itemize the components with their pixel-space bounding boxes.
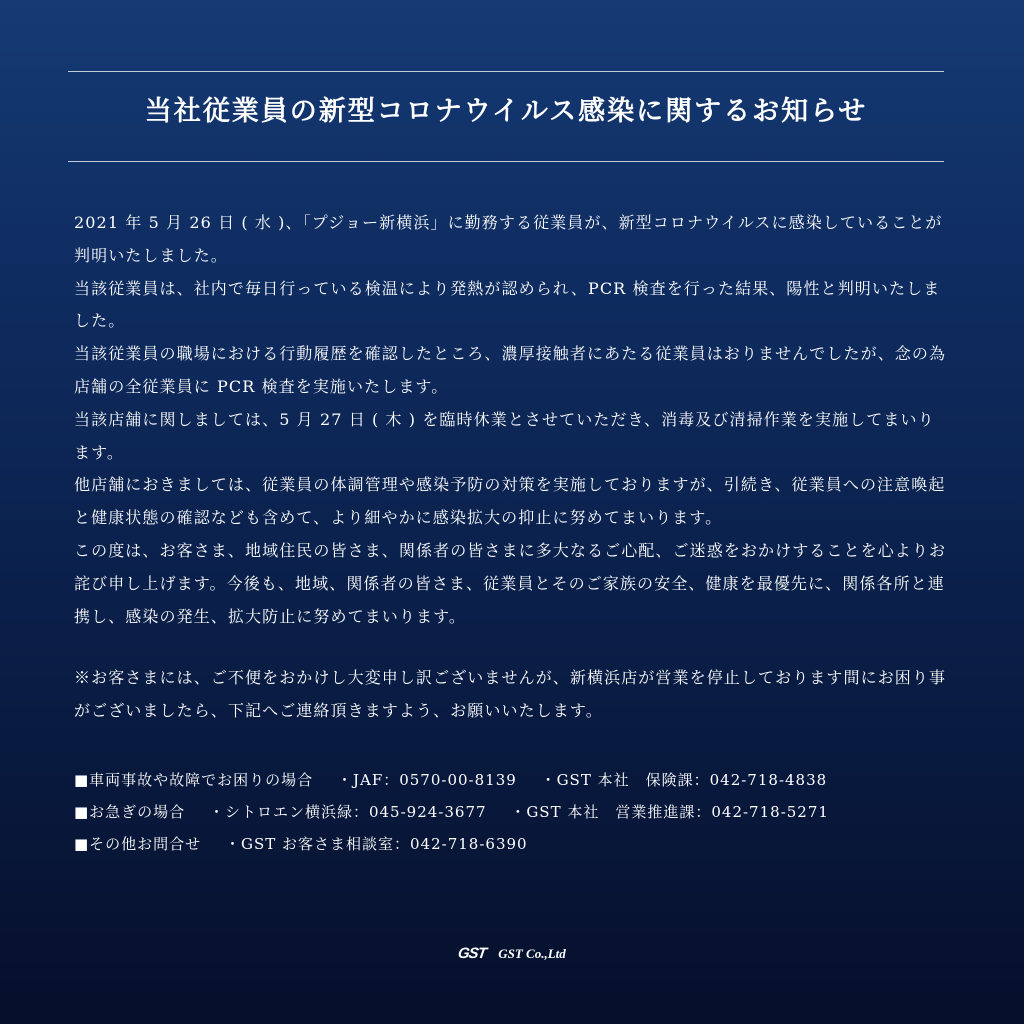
footer (0, 945, 1024, 962)
contact-item: ・GST 本社 保険課：042-718-4838 (540, 771, 828, 789)
announcement-body (74, 207, 950, 633)
contact-heading: ■車両事故や故障でお困りの場合 (74, 771, 314, 789)
paragraph: 当該従業員の職場における行動履歴を確認したところ、濃厚接触者にあたる従業員はおりませんでしたが、念の為店舗の全従業員に PCR 検査を実施いたします。 (74, 344, 947, 396)
bottom-divider (68, 161, 944, 162)
paragraph: 当該店舗に関しましては、5 月 27 日 ( 木 ) を臨時休業とさせていただき、消毒及び清掃作業を実施してまいります。 (74, 409, 935, 462)
top-divider (68, 71, 944, 72)
contact-row-urgent (74, 796, 950, 828)
page-title: 当社従業員の新型コロナウイルス感染に関するお知らせ (144, 96, 868, 127)
contact-row-other (74, 828, 950, 860)
contact-item: ・シトロエン横浜緑：045-924-3677 (208, 803, 487, 821)
contact-heading: ■お急ぎの場合 (74, 803, 186, 821)
contact-list (74, 764, 950, 860)
customer-notice (74, 662, 950, 728)
company-name: GST Co.,Ltd (498, 945, 566, 961)
company-logo: GST (457, 945, 488, 962)
paragraph: この度は、お客さま、地域住民の皆さま、関係者の皆さまに多大なるご心配、ご迷惑をおかけすることを心よりお詫び申し上げます。今後も、地域、関係者の皆さま、従業員とそのご家族の安全、健康を最優先に、関係各所と連携し、感染の発生、拡大防止に努めてまいります。 (74, 540, 947, 626)
paragraph: 当該従業員は、社内で毎日行っている検温により発熱が認められ、PCR 検査を行った結果、陽性と判明いたしました。 (74, 278, 941, 331)
contact-item: ・GST 本社 営業推進課：042-718-5271 (510, 803, 829, 821)
contact-row-accident (74, 764, 950, 796)
contact-item: ・GST お客さま相談室：042-718-6390 (224, 835, 528, 853)
contact-heading: ■その他お問合せ (74, 835, 202, 853)
notice-text: ※お客さまには、ご不便をおかけし大変申し訳ございませんが、新横浜店が営業を停止しております間にお困り事がございましたら、下記へご連絡頂きますよう、お願いいたします。 (74, 668, 947, 720)
contact-item: ・JAF：0570-00-8139 (336, 771, 517, 789)
paragraph: 他店舗におきましては、従業員の体調管理や感染予防の対策を実施しておりますが、引続き、従業員への注意喚起と健康状態の確認なども含めて、より細やかに感染拡大の抑止に努めてまいります。 (74, 475, 946, 528)
paragraph: 2021 年 5 月 26 日 ( 水 )、「プジョー新横浜」に勤務する従業員が、新型コロナウイルスに感染していることが判明いたしました。 (74, 213, 943, 265)
